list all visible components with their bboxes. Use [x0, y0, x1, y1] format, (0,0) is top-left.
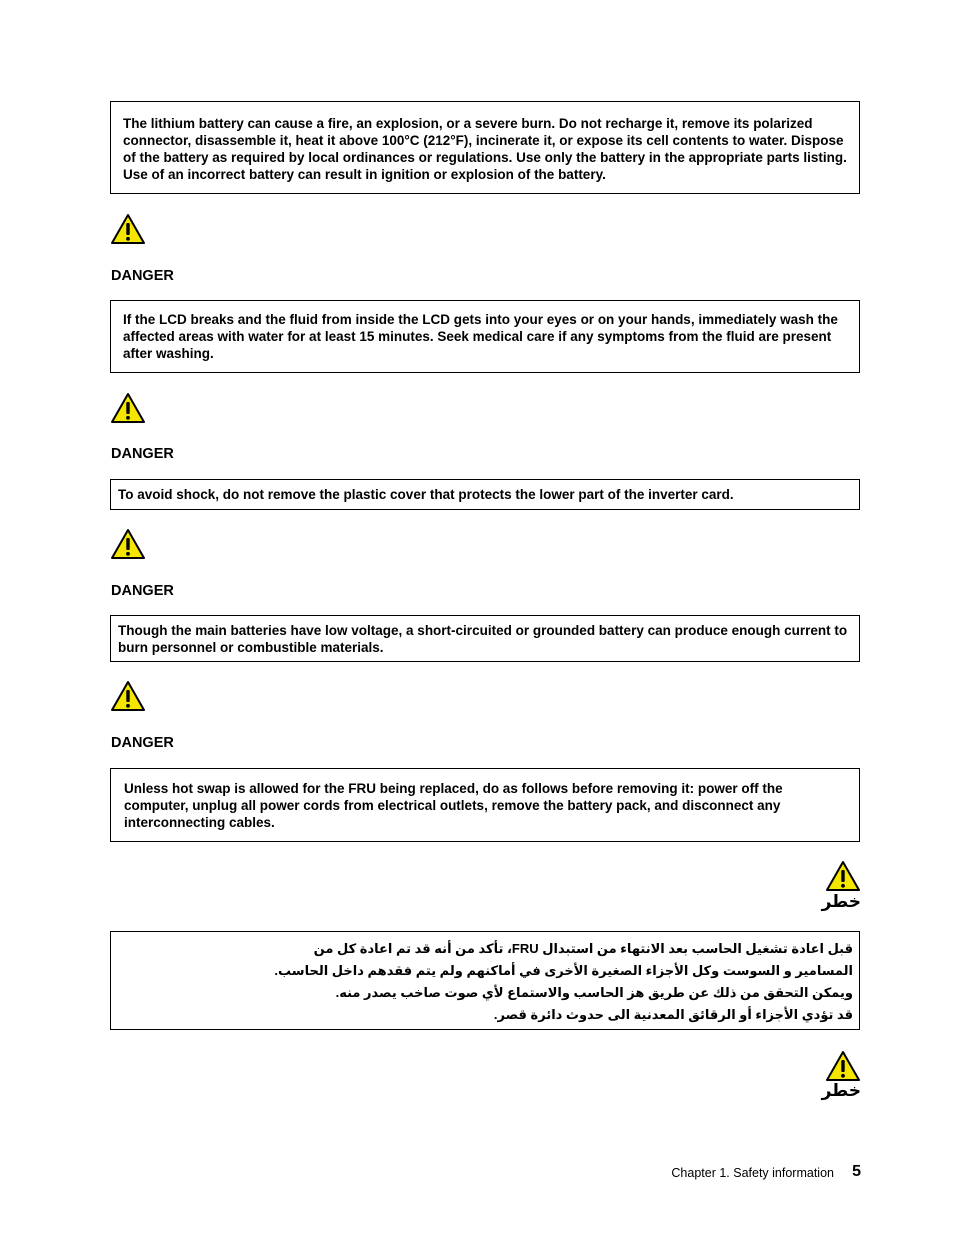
notice-text: If the LCD breaks and the fluid from inside the LCD gets into your eyes or on your hands, immediately wash the affected areas with water for at least 15 minutes. Seek medical care if any symptoms from the fluid are present after washing.	[123, 312, 838, 361]
arabic-danger-heading: خطر	[821, 892, 861, 911]
notice-box-shock	[110, 479, 860, 510]
arabic-notice-line: قد تؤدي الأجزاء أو الرقائق المعدنية الى حدوث دائرة قصر.	[493, 1007, 853, 1022]
notice-text: Though the main batteries have low voltage, a short-circuited or grounded battery can produce enough current to burn personnel or combustible materials.	[118, 623, 848, 655]
arabic-notice-line: قبل اعادة تشغيل الحاسب بعد الانتهاء من استبدال FRU، تأكد من أنه قد تم اعادة كل من	[313, 941, 853, 956]
danger-heading: DANGER	[111, 446, 174, 462]
notice-box-lcd	[110, 300, 860, 373]
arabic-danger-heading: خطر	[821, 1081, 861, 1100]
notice-box-arabic	[110, 931, 860, 1030]
warning-triangle-icon	[825, 1050, 861, 1082]
notice-text: The lithium battery can cause a fire, an explosion, or a severe burn. Do not recharge it, remove its polarized connector, disassemble it, heat it above 100°C (212°F), incinerate it, or expose its cell contents to water. Dispose of the battery as required by local ordinances or regulations. Use only the battery in the appropriate parts listing. Use of an incorrect battery can result in ignition or explosion of the battery.	[123, 116, 847, 182]
notice-box-hot-swap	[110, 768, 860, 842]
warning-triangle-icon	[110, 392, 146, 424]
danger-heading: DANGER	[111, 583, 174, 599]
arabic-notice-line: المسامير و السوست وكل الأجزاء الصغيرة الأخرى في أماكنهم ولم يتم فقدهم داخل الحاسب.	[274, 963, 853, 978]
warning-triangle-icon	[110, 680, 146, 712]
arabic-notice-line: ويمكن التحقق من ذلك عن طريق هز الحاسب والاستماع لأي صوت صاخب يصدر منه.	[335, 985, 853, 1000]
notice-box-short-circuit	[110, 615, 860, 662]
notice-box-battery	[110, 101, 860, 194]
warning-triangle-icon	[110, 213, 146, 245]
warning-triangle-icon	[825, 860, 861, 892]
footer-chapter: Chapter 1. Safety information	[671, 1166, 834, 1180]
notice-text: To avoid shock, do not remove the plastic cover that protects the lower part of the inverter card.	[118, 487, 734, 502]
danger-heading: DANGER	[111, 735, 174, 751]
page-number: 5	[852, 1163, 861, 1180]
warning-triangle-icon	[110, 528, 146, 560]
danger-heading: DANGER	[111, 268, 174, 284]
notice-text: Unless hot swap is allowed for the FRU being replaced, do as follows before removing it: power off the computer, unplug all power cords from electrical outlets, remove the battery pack, and disconnect any interconnecting cables.	[124, 781, 783, 830]
